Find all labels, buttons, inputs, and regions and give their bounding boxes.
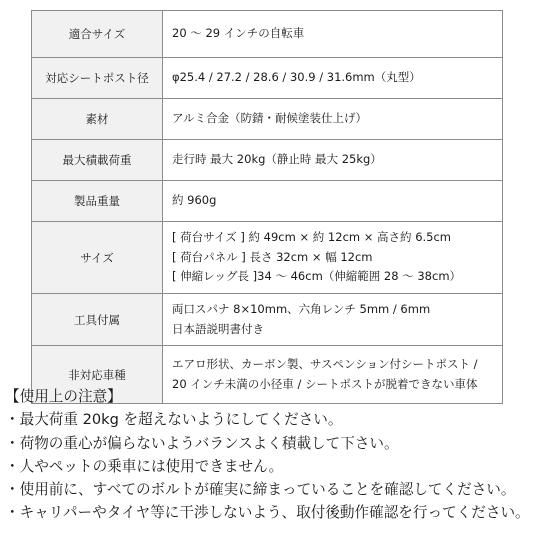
spec-row-max-load bbox=[32, 140, 503, 181]
spec-label: 対応シートポスト径 bbox=[32, 58, 163, 99]
spec-value bbox=[163, 58, 503, 99]
spec-row-compatible-size bbox=[32, 11, 503, 58]
spec-value bbox=[163, 222, 503, 294]
spec-value-line: エアロ形状、カーボン製、サスペンション付シートポスト / bbox=[172, 357, 478, 371]
note-item: ・使用前に、すべてのボルトが確実に締まっていることを確認してください。 bbox=[5, 481, 516, 499]
usage-notes bbox=[5, 385, 533, 525]
spec-table bbox=[31, 10, 503, 404]
spec-row-weight bbox=[32, 181, 503, 222]
spec-value bbox=[163, 11, 503, 58]
spec-value bbox=[163, 294, 503, 346]
spec-value bbox=[163, 99, 503, 140]
spec-value-line: 約 960g bbox=[172, 193, 217, 208]
note-item: ・荷物の重心が偏らないようバランスよく積載して下さい。 bbox=[5, 434, 399, 452]
spec-row-seatpost-diameter bbox=[32, 58, 503, 99]
notes-title: 【使用上の注意】 bbox=[5, 388, 122, 405]
note-item: ・最大荷重 20kg を超えないようにしてください。 bbox=[5, 411, 343, 429]
note-item: ・人やペットの乗車には使用できません。 bbox=[5, 457, 284, 475]
spec-label: 素材 bbox=[32, 99, 163, 140]
spec-label: サイズ bbox=[32, 222, 163, 294]
spec-row-size bbox=[32, 222, 503, 294]
spec-label: 非対応車種 bbox=[32, 346, 163, 404]
spec-value-line: 日本語説明書付き bbox=[172, 321, 264, 336]
spec-value-line: 走行時 最大 20kg（静止時 最大 25kg） bbox=[172, 152, 382, 167]
spec-label: 適合サイズ bbox=[32, 11, 163, 58]
spec-label: 最大積載荷重 bbox=[32, 140, 163, 181]
spec-value-line: 20 ～ 29 インチの自転車 bbox=[172, 26, 305, 41]
note-item: ・キャリパーやタイヤ等に干渉しないよう、取付後動作確認を行ってください。 bbox=[5, 504, 530, 522]
spec-label: 製品重量 bbox=[32, 181, 163, 222]
spec-value bbox=[163, 181, 503, 222]
spec-value-line: [ 荷台サイズ ] 約 49cm × 約 12cm × 高さ約 6.5cm bbox=[172, 230, 452, 245]
spec-row-material bbox=[32, 99, 503, 140]
spec-value-line: アルミ合金（防錆・耐候塗装仕上げ） bbox=[172, 111, 368, 126]
spec-value-line: [ 伸縮レッグ長 ]34 ～ 46cm（伸縮範囲 28 ～ 38cm） bbox=[172, 269, 462, 284]
spec-label: 工具付属 bbox=[32, 294, 163, 346]
spec-value bbox=[163, 140, 503, 181]
spec-value-line: φ25.4 / 27.2 / 28.6 / 30.9 / 31.6mm（丸型） bbox=[172, 70, 421, 85]
spec-row-tools bbox=[32, 294, 503, 346]
spec-value-line: [ 荷台パネル ] 長さ 32cm × 幅 12cm bbox=[172, 249, 373, 264]
spec-value-line: 20 インチ未満の小径車 / シートポストが脱着できない車体 bbox=[172, 376, 478, 391]
spec-value-line: 両口スパナ 8×10mm、六角レンチ 5mm / 6mm bbox=[172, 302, 431, 316]
